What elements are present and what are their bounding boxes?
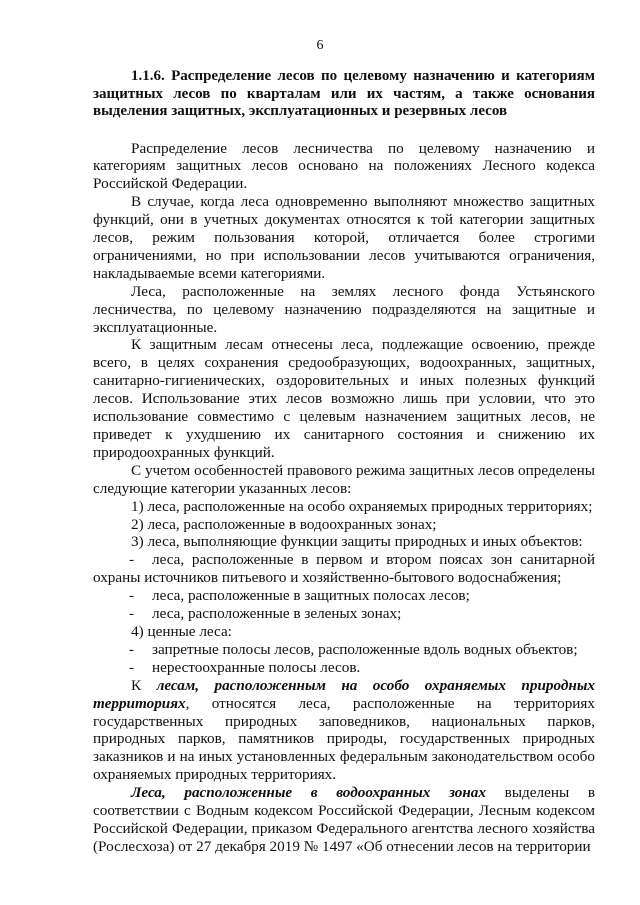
paragraph-rest: , относятся леса, расположенные на территориях государственных природных заповедников, национальных парков, природных парков, памятников природы, государственных природных заказников и на иных установленных федеральным законодательством особо охраняемых природных территориях. <box>93 694 595 784</box>
list-subitem <box>93 659 595 677</box>
dash-marker: - <box>129 587 135 605</box>
list-text: нерестоохранные полосы лесов. <box>152 658 361 676</box>
list-text: леса, расположенные в зеленых зонах; <box>152 605 402 623</box>
paragraph-intro: Распределение лесов лесничества по целевому назначению и категориям защитных лесов основано на положениях Лесного кодекса Российской Федерации. <box>93 139 595 193</box>
paragraph-rest: выделены в соответствии с Водным кодексом Российской Федерации, Лесным кодексом Российской Федерации, приказом Федерального агентства лесного хозяйства (Рослесхоза) от 27 декабря 2019 № 1497 «Об отнесении лесов на территории <box>93 784 595 855</box>
paragraph-ustyansky: Леса, расположенные на землях лесного фонда Устьянского лесничества, по целевому назначению подразделяются на защитные и эксплуатационные. <box>93 282 595 336</box>
section-heading: 1.1.6. Распределение лесов по целевому назначению и категориям защитных лесов по кварталам или их частям, а также основания выделения защитных, эксплуатационных и резервных лесов <box>93 68 595 119</box>
list-item-1 <box>93 498 595 516</box>
paragraph-protective-forests: К защитным лесам отнесены леса, подлежащие освоению, прежде всего, в целях сохранения средообразующих, водоохранных, защитных, санитарно-гигиенических, оздоровительных и иных полезных функций лесов. Использование этих лесов возможно лишь при условии, что это использование совместимо с целевым назначением защитных лесов, не приведет к ухудшению их санитарного состояния и снижению их природоохранных функций. <box>93 336 595 461</box>
list-subitem <box>93 551 595 587</box>
list-number: 2) <box>131 515 144 533</box>
paragraph-lead: К <box>131 676 157 694</box>
list-number: 3) <box>131 533 144 551</box>
paragraph-oopt <box>93 677 595 784</box>
paragraph-water-zones <box>93 784 595 856</box>
list-item-4 <box>93 623 595 641</box>
list-item-3 <box>93 533 595 551</box>
document-body <box>93 68 595 856</box>
list-text: леса, расположенные в водоохранных зонах; <box>147 515 437 533</box>
list-text: запретные полосы лесов, расположенные вдоль водных объектов; <box>152 640 578 658</box>
list-number: 1) <box>131 497 144 515</box>
list-subitem <box>93 587 595 605</box>
list-subitem <box>93 605 595 623</box>
list-text: леса, расположенные в защитных полосах лесов; <box>152 587 470 605</box>
list-text: леса, выполняющие функции защиты природных и иных объектов: <box>147 533 583 551</box>
page-number: 6 <box>316 38 324 53</box>
dash-marker: - <box>129 658 135 676</box>
paragraph-categories-intro: С учетом особенностей правового режима защитных лесов определены следующие категории указанных лесов: <box>93 461 595 497</box>
list-text: леса, расположенные в первом и втором поясах зон санитарной охраны источников питьевого и хозяйственно-бытового водоснабжения; <box>93 551 595 587</box>
dash-marker: - <box>129 605 135 623</box>
list-subitem <box>93 641 595 659</box>
emphasis-term: лесам, расположенным на особо охраняемых природных территориях <box>93 676 595 712</box>
paragraph-multiple-functions: В случае, когда леса одновременно выполняют множество защитных функций, они в учетных документах относятся к той категории защитных лесов, режим пользования которой, отличается более строгими ограничениями, но при использовании лесов учитываются ограничения, накладываемые всеми категориями. <box>93 193 595 282</box>
list-text: ценные леса: <box>147 622 232 640</box>
list-text: леса, расположенные на особо охраняемых природных территориях; <box>147 497 593 515</box>
emphasis-term: Леса, расположенные в водоохранных зонах <box>131 784 486 802</box>
list-number: 4) <box>131 622 144 640</box>
list-item-2 <box>93 516 595 534</box>
dash-marker: - <box>129 640 135 658</box>
dash-marker: - <box>129 551 135 569</box>
